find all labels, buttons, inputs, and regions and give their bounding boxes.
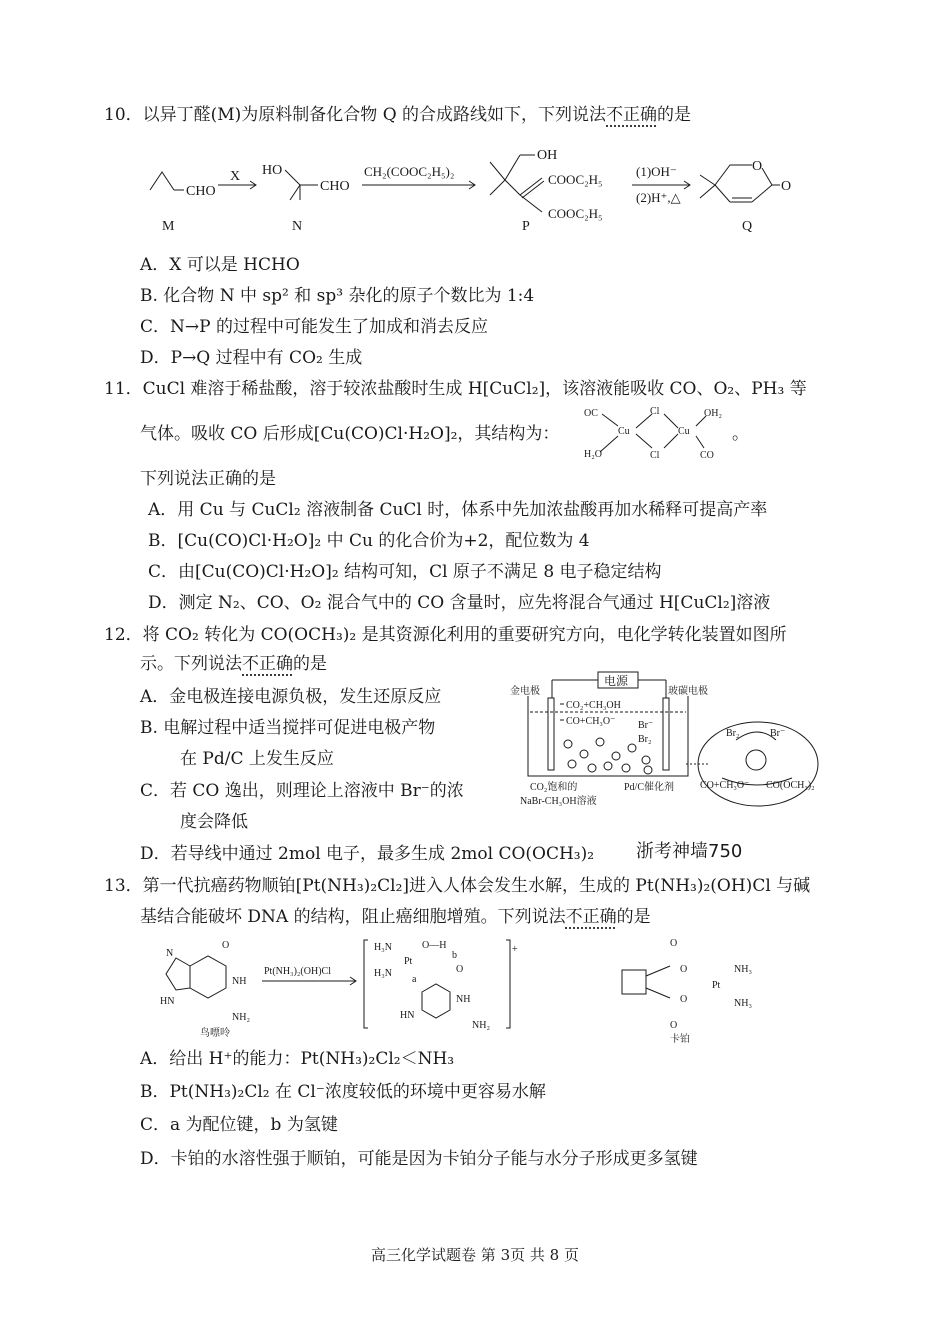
svg-text:NH₂: NH₂ (472, 1020, 490, 1031)
svg-text:O: O (781, 179, 792, 194)
q11-line2: 气体。吸收 CO 后形成[Cu(CO)Cl·H₂O]₂，其结构为： (140, 424, 560, 444)
arrow-malonate (362, 164, 475, 189)
svg-text:+: + (512, 944, 518, 955)
q12-line1: 12．将 CO₂ 转化为 CO(OCH₃)₂ 是其资源化利用的重要研究方向，电化学转化装置如图所 (104, 625, 787, 645)
q13-line2: 基结合能破坏 DNA 的结构，阻止癌细胞增殖。下列说法不正确的是 (140, 907, 651, 927)
svg-text:卡铂: 卡铂 (670, 1034, 690, 1045)
svg-text:CO+CH₃O⁻: CO+CH₃O⁻ (566, 716, 616, 727)
svg-text:Q: Q (742, 219, 753, 234)
q12-line2: 示。下列说法不正确的是 (140, 654, 327, 674)
svg-text:HN: HN (160, 996, 175, 1007)
q11-option-c: C．由[Cu(CO)Cl·H₂O]₂ 结构可知，Cl 原子不满足 8 电子稳定结构 (148, 562, 662, 582)
q12-option-c1: C．若 CO 逸出，则理论上溶液中 Br⁻的浓 (140, 781, 464, 801)
svg-text:CO₂+CH₃OH: CO₂+CH₃OH (566, 700, 621, 711)
page-footer: 高三化学试题卷 第 3页 共 8 页 (371, 1246, 579, 1264)
svg-text:NH: NH (232, 976, 247, 987)
svg-text:H₃N: H₃N (374, 968, 392, 979)
svg-text:O: O (680, 964, 688, 975)
q13-emphasis: 不正确 (565, 907, 617, 927)
q10-stem: 10．以异丁醛(M)为原料制备化合物 Q 的合成路线如下，下列说法不正确的是 (104, 105, 692, 125)
svg-text:Cl: Cl (650, 406, 660, 417)
svg-text:电源: 电源 (604, 674, 629, 688)
svg-text:Cu: Cu (618, 426, 630, 437)
svg-text:Cu: Cu (678, 426, 690, 437)
svg-text:HN: HN (400, 1010, 415, 1021)
svg-text:O: O (456, 964, 464, 975)
pt-guanine-complex (364, 940, 518, 1031)
svg-text:Br₂: Br₂ (638, 734, 652, 745)
svg-text:(1)OH⁻: (1)OH⁻ (636, 164, 677, 179)
compound-q (700, 159, 791, 234)
q12-electrolysis-diagram (508, 668, 828, 818)
svg-text:O: O (752, 159, 763, 174)
guanine-structure (160, 940, 250, 1039)
svg-text:O: O (222, 940, 230, 951)
q12-option-b1: B. 电解过程中适当搅拌可促进电极产物 (140, 718, 436, 738)
svg-text:OH₂: OH₂ (704, 408, 722, 419)
svg-text:玻碳电极: 玻碳电极 (668, 686, 708, 697)
svg-text:COOC₂H₅: COOC₂H₅ (548, 172, 603, 187)
svg-text:OH: OH (537, 148, 558, 163)
svg-text:N: N (292, 219, 303, 234)
q10-synthesis-scheme (0, 140, 950, 240)
svg-text:NH: NH (456, 994, 471, 1005)
svg-text:HO: HO (262, 163, 283, 178)
svg-text:a: a (412, 974, 417, 985)
svg-text:N: N (166, 948, 174, 959)
carboplatin-structure (622, 938, 752, 1045)
q12-option-a: A．金电极连接电源负极，发生还原反应 (140, 687, 442, 707)
svg-text:O: O (680, 994, 688, 1005)
q13-line1: 13．第一代抗癌药物顺铂[Pt(NH₃)₂Cl₂]进入人体会发生水解，生成的 Pt(NH₃)₂(OH)Cl 与碱 (104, 876, 811, 896)
svg-text:Br⁻: Br⁻ (770, 728, 786, 739)
svg-text:Pt: Pt (712, 980, 721, 991)
q11-option-d: D．测定 N₂、CO、O₂ 混合气中的 CO 含量时，应先将混合气通过 H[CuCl₂]溶液 (148, 593, 771, 613)
q12-option-c2: 度会降低 (180, 812, 248, 832)
svg-text:Pt: Pt (404, 956, 413, 967)
q13-option-c: C．a 为配位键，b 为氢键 (140, 1115, 338, 1135)
svg-text:O: O (670, 938, 678, 949)
q13-scheme (160, 936, 950, 1046)
compound-m (150, 172, 216, 234)
svg-text:(2)H⁺,△: (2)H⁺,△ (636, 190, 681, 205)
q10-option-c: C．N→P 的过程中可能发生了加成和消去反应 (140, 317, 488, 337)
svg-text:CO+CH₃O⁻: CO+CH₃O⁻ (700, 780, 750, 791)
svg-text:NH₃: NH₃ (734, 964, 752, 975)
svg-text:M: M (162, 219, 175, 234)
q11-option-b: B．[Cu(CO)Cl·H₂O]₂ 中 Cu 的化合价为+2，配位数为 4 (148, 531, 590, 551)
svg-text:OC: OC (584, 408, 598, 419)
q10-option-d: D．P→Q 过程中有 CO₂ 生成 (140, 348, 363, 368)
svg-text:Cl: Cl (650, 450, 660, 461)
q11-option-a: A．用 Cu 与 CuCl₂ 溶液制备 CuCl 时，体系中先加浓盐酸再加水稀释可提高产率 (148, 500, 768, 520)
q13-option-a: A．给出 H⁺的能力：Pt(NH₃)₂Cl₂＜NH₃ (140, 1049, 455, 1069)
q11-line3: 下列说法正确的是 (140, 469, 276, 489)
arrow-x (218, 169, 256, 189)
svg-text:O—H: O—H (422, 940, 447, 951)
svg-text:O: O (670, 1020, 678, 1031)
svg-text:CO₂饱和的: CO₂饱和的 (530, 782, 578, 793)
svg-text:NH₂: NH₂ (232, 1012, 250, 1023)
q11-line1: 11．CuCl 难溶于稀盐酸，溶于较浓盐酸时生成 H[CuCl₂]，该溶液能吸收 CO、O₂、PH₃ 等 (104, 379, 807, 399)
svg-text:CH₂(COOC₂H₅)₂: CH₂(COOC₂H₅)₂ (364, 164, 455, 179)
compound-n (262, 163, 350, 234)
svg-text:X: X (230, 169, 241, 184)
q13-option-b: B．Pt(NH₃)₂Cl₂ 在 Cl⁻浓度较低的环境中更容易水解 (140, 1082, 546, 1102)
svg-text:金电极: 金电极 (510, 686, 540, 697)
compound-p (490, 148, 603, 234)
svg-text:CO: CO (700, 450, 714, 461)
svg-text:Pt(NH₃)₂(OH)Cl: Pt(NH₃)₂(OH)Cl (264, 966, 331, 977)
q10-option-a: A．X 可以是 HCHO (140, 255, 300, 275)
arrow-hydrolysis (632, 164, 690, 205)
svg-text:NaBr-CH₃OH溶液: NaBr-CH₃OH溶液 (520, 796, 597, 807)
svg-text:Br⁻: Br⁻ (638, 720, 654, 731)
svg-text:CO(OCH₃)₂: CO(OCH₃)₂ (766, 780, 815, 791)
q13-option-d: D．卡铂的水溶性强于顺铂，可能是因为卡铂分子能与水分子形成更多氢键 (140, 1149, 698, 1169)
svg-text:H₂O: H₂O (584, 449, 602, 460)
q12-option-d: D．若导线中通过 2mol 电子，最多生成 2mol CO(OCH₃)₂ (140, 844, 595, 864)
svg-text:COOC₂H₅: COOC₂H₅ (548, 206, 603, 221)
svg-text:CHO: CHO (186, 184, 216, 199)
q10-option-b: B. 化合物 N 中 sp² 和 sp³ 杂化的原子个数比为 1:4 (140, 286, 535, 306)
q11-dimer-structure (580, 402, 740, 462)
watermark: 浙考神墙750 (636, 841, 743, 862)
q11-line2-end: 。 (732, 424, 749, 444)
q10-emphasis: 不正确 (606, 105, 658, 125)
svg-text:鸟嘌呤: 鸟嘌呤 (200, 1028, 230, 1039)
svg-text:NH₃: NH₃ (734, 998, 752, 1009)
q12-option-b2: 在 Pd/C 上发生反应 (180, 749, 334, 769)
svg-text:H₃N: H₃N (374, 942, 392, 953)
svg-text:Br₂: Br₂ (726, 728, 740, 739)
svg-text:b: b (452, 950, 457, 961)
svg-text:CHO: CHO (320, 179, 350, 194)
svg-text:Pd/C催化剂: Pd/C催化剂 (624, 782, 675, 793)
q12-emphasis: 不正确 (242, 654, 293, 674)
svg-text:P: P (522, 219, 530, 234)
